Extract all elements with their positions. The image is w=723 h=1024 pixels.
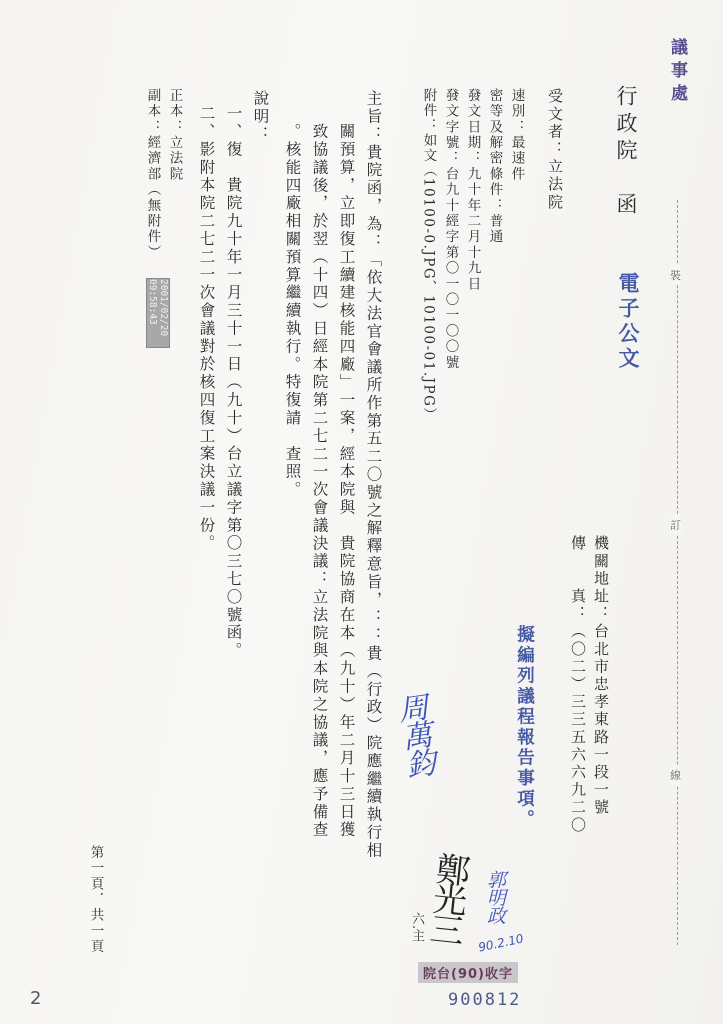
subject-line-1: 主旨：貴院函，為：「依大法官會議所作第五二〇號之解釋意旨，：：貴（行政）院應繼續執行相 (364, 90, 383, 860)
signature-zheng: 鄭光三 (422, 850, 472, 944)
corner-mark: 2 (30, 988, 42, 1009)
subject-line-3: 致協議後，於翌（十四）日經本院第二七二一次會議決議：立法院與本院之協議，應予備查 (310, 123, 329, 839)
serial-number: 900812 (448, 990, 522, 1010)
distribution-main: 正本：立法院 (166, 88, 183, 183)
e-doc-label: 電子公文 (616, 272, 640, 372)
signature-guo: 郭明政 (484, 870, 506, 924)
recipient: 受文者：立法院 (546, 88, 564, 212)
subject-line-4: 。核能四廠相關預算繼續執行。特復請 查照。 (283, 123, 302, 499)
fold-line (677, 200, 678, 945)
agency-address: 機關地址：台北市忠孝東路一段一號 (592, 535, 610, 817)
blue-note: 擬編列議程報告事項。 (514, 625, 535, 830)
meta-attachment: 附件：如文（10100-0.JPG、10100-01.JPG） (420, 88, 437, 423)
explanation-item-1: 一、復 貴院九十年一月三十一日（九十）台立議字第〇三七〇號函。 (224, 105, 243, 660)
timestamp-stamp: 2001/02/20 09:58:43 (146, 278, 170, 348)
explanation-item-2: 二、影附本院二七二一次會議對於核四復工案決議一份。 (197, 105, 216, 553)
signature-zhou: 周萬鈞 (390, 690, 437, 779)
signature-zheng-note: 六.主 (409, 912, 424, 943)
fold-mark-3: 線 (670, 765, 681, 785)
meta-number: 發文字號：台九十經字第〇一〇一〇〇號 (442, 88, 459, 371)
meta-secrecy: 密等及解密條件：普通 (486, 88, 503, 245)
fold-mark-1: 裝 (670, 265, 681, 285)
agency-fax: 傳 真：（〇二）三三五六六九二〇 (569, 535, 587, 835)
stamp-top: 議事處 (667, 38, 687, 107)
distribution-copy: 副本：經濟部（無附件） (144, 88, 161, 261)
fold-mark-2: 訂 (670, 515, 681, 535)
explanation-heading: 說明： (251, 90, 270, 144)
org-title: 行政院 函 (614, 85, 638, 220)
meta-speed: 速別：最速件 (508, 88, 525, 183)
signature-guo-date: 90.2.10 (477, 931, 525, 955)
meta-date: 發文日期：九十年二月十九日 (464, 88, 481, 293)
received-stamp: 院台(90)收字 (418, 962, 518, 983)
subject-line-2: 關預算，立即復工續建核能四廠」一案，經本院與 貴院協商在本（九十）年二月十三日獲 (337, 123, 356, 839)
page-number: 第一頁．共一頁 (87, 845, 104, 955)
